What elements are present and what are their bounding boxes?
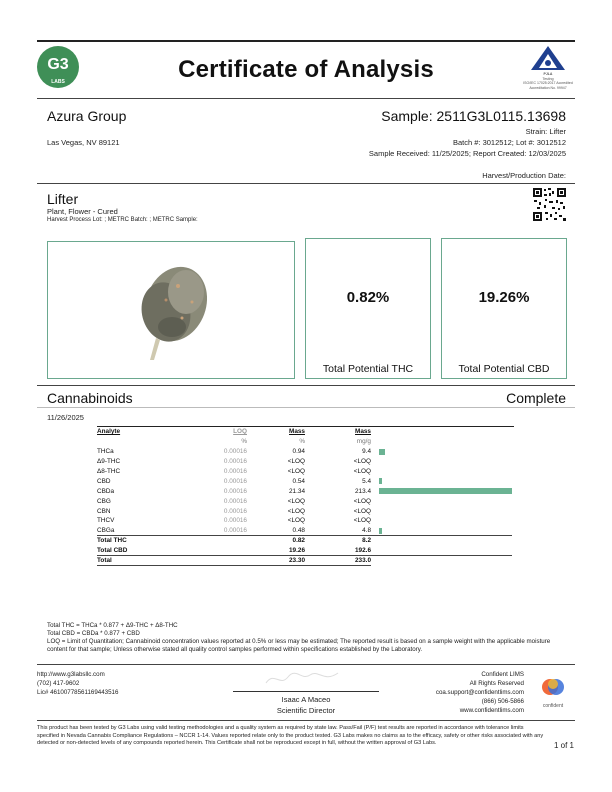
analyte-mass-pct: <LOQ xyxy=(287,507,305,515)
analyte-bar-cell xyxy=(371,516,512,526)
notes-rule xyxy=(37,664,575,665)
total-cbd-value: 19.26% xyxy=(478,289,530,306)
metrc-info: Harvest Process Lot: ; METRC Batch: ; METRC Sample: xyxy=(47,217,198,223)
analyte-mass-mg: 213.4 xyxy=(355,487,371,495)
flower-bud-image xyxy=(48,242,294,378)
analyte-mass-pct: <LOQ xyxy=(287,468,305,475)
total-bar-empty xyxy=(371,556,512,566)
analyte-mass-pct: 0.48 xyxy=(292,527,305,535)
analyte-bar xyxy=(379,478,382,484)
lims-url[interactable]: www.confidentlims.com xyxy=(459,707,524,714)
thc-formula: Total THC = THCa * 0.877 + Δ9-THC + Δ8-THC xyxy=(47,622,178,629)
table-row xyxy=(97,467,512,477)
harvest-date: Harvest/Production Date: xyxy=(482,171,566,180)
page-number: 1 of 1 xyxy=(553,741,574,750)
pjla-line: ISO/IEC 17025:2017 Accredited xyxy=(523,81,573,85)
total-mass-mg: 8.2 xyxy=(305,536,371,546)
analyte-bar-cell xyxy=(371,467,512,477)
total-mass-mg: 192.6 xyxy=(355,546,371,554)
analyte-mass-mg: <LOQ xyxy=(353,507,371,515)
lab-url[interactable]: http://www.g3labsllc.com xyxy=(37,671,105,678)
sample-dates: Sample Received: 11/25/2025; Report Created: 12/03/2025 xyxy=(368,149,566,158)
signer-title: Scientific Director xyxy=(276,706,336,715)
pjla-accreditation-logo xyxy=(523,44,573,90)
analyte-name: CBN xyxy=(97,507,111,515)
table-row xyxy=(97,457,512,467)
table-row xyxy=(97,447,512,457)
unit-cell: mg/g xyxy=(356,438,371,446)
qr-code[interactable] xyxy=(532,187,567,222)
analyte-loq: 0.00016 xyxy=(223,507,247,515)
analyte-mass-pct: 0.54 xyxy=(292,477,305,485)
cannabinoids-status: Complete xyxy=(506,390,566,406)
lims-phone: (866) 506-5866 xyxy=(481,698,524,705)
analyte-name: CBD xyxy=(97,477,111,485)
total-mass-mg: 233.0 xyxy=(305,556,371,566)
cannabinoids-bottom-rule xyxy=(37,407,575,408)
analyte-mass-pct: <LOQ xyxy=(287,497,305,505)
table-header-row xyxy=(97,427,512,437)
lims-name: Confident LIMS xyxy=(481,671,524,678)
total-mass-pct: 19.26 xyxy=(289,546,305,554)
total-bar-empty xyxy=(371,536,512,546)
total-row xyxy=(97,556,512,566)
lims-email[interactable]: coa.support@confidentlims.com xyxy=(435,689,524,696)
total-thc-value: 0.82% xyxy=(346,289,390,306)
footer-rule xyxy=(37,720,575,721)
header-mass-mg: Mass xyxy=(355,428,371,436)
total-name: Total xyxy=(97,556,197,566)
analyte-mass-mg: 9.4 xyxy=(362,448,371,456)
analyte-bar xyxy=(379,449,385,455)
analyte-loq: 0.00016 xyxy=(223,458,247,466)
cbd-formula: Total CBD = CBDa * 0.877 + CBD xyxy=(47,630,140,637)
analyte-bar-cell xyxy=(371,526,512,536)
table-row xyxy=(97,516,512,526)
analyte-loq: 0.00016 xyxy=(223,468,247,475)
confident-logo xyxy=(538,676,568,709)
header-bar xyxy=(371,427,512,437)
pjla-line: PJLA xyxy=(543,72,553,76)
total-name: Total THC xyxy=(97,536,197,546)
table-row xyxy=(97,506,512,516)
total-loq-empty xyxy=(197,536,247,546)
unit-cell: % xyxy=(299,438,305,446)
analyte-mass-pct: 21.34 xyxy=(289,487,305,495)
analyte-bar xyxy=(379,528,382,534)
sample-strain: Strain: Lifter xyxy=(525,127,566,136)
total-thc-label: Total Potential THC xyxy=(322,363,414,375)
analyte-mass-mg: <LOQ xyxy=(353,517,371,525)
qr-code-icon xyxy=(532,187,567,222)
signer-name: Isaac A Maceo xyxy=(281,695,331,704)
analyte-name: THCa xyxy=(97,448,114,456)
table-row xyxy=(97,496,512,506)
analyte-mass-pct: <LOQ xyxy=(287,458,305,466)
total-mass-pct: 0.82 xyxy=(247,536,305,546)
analyte-name: Δ8-THC xyxy=(97,468,121,475)
pjla-line: Accreditation No. 99947 xyxy=(529,85,567,90)
section-rule xyxy=(37,183,575,184)
analyte-mass-mg: <LOQ xyxy=(353,468,371,475)
total-loq-empty xyxy=(197,546,247,556)
product-name: Lifter xyxy=(47,191,79,207)
header-mass-pct: Mass xyxy=(289,428,305,436)
confident-logo-text: confident xyxy=(542,703,564,709)
confident-logo-icon xyxy=(538,676,568,698)
signature-image xyxy=(262,667,342,691)
header-top-rule xyxy=(37,40,575,42)
unit-cell-empty xyxy=(371,437,512,447)
analyte-loq: 0.00016 xyxy=(223,527,247,535)
total-loq-empty xyxy=(197,556,247,566)
analyte-loq: 0.00016 xyxy=(223,477,247,485)
total-cbd-box xyxy=(441,238,567,379)
pjla-text xyxy=(523,72,573,90)
total-row xyxy=(97,546,512,556)
unit-cell: % xyxy=(241,438,247,446)
table-row xyxy=(97,486,512,496)
analyte-loq: 0.00016 xyxy=(223,448,247,456)
total-name: Total CBD xyxy=(97,546,128,554)
units-row xyxy=(97,437,512,447)
logo-text: G3 xyxy=(47,56,69,73)
signature-line xyxy=(233,691,379,692)
header-analyte: Analyte xyxy=(97,428,121,436)
product-type: Plant, Flower - Cured xyxy=(47,207,118,216)
analyte-name: CBG xyxy=(97,497,111,505)
disclaimer: This product has been tested by G3 Labs using valid testing methodologies and a quality system as required by state law. Pass/Fail (P/F) test results are reported in accordance with tolerance limits specified in Nevada Cannabis Compliance Regulations – NCCR 1-14. Values reported relate only to the product tested. G3 Labs makes no claims as to the efficacy, safety or other risks associated with any detected or non-detected levels of any compounds reported herein. This Certificate shall not be reproduced except in full, without the written approval of G3 Labs. xyxy=(37,725,544,747)
analyte-bar-cell xyxy=(371,496,512,506)
total-thc-box xyxy=(305,238,431,379)
table-top-rule xyxy=(97,426,514,427)
logo-subtext: LABS xyxy=(51,79,65,85)
lab-phone: (702) 417-9602 xyxy=(37,680,80,687)
total-row xyxy=(97,536,512,546)
analyte-loq: 0.00016 xyxy=(223,517,247,525)
sample-id: Sample: 2511G3L0115.13698 xyxy=(381,108,566,124)
analyte-mass-pct: <LOQ xyxy=(287,517,305,525)
analyte-name: CBGa xyxy=(97,527,115,535)
analyte-mass-mg: <LOQ xyxy=(353,458,371,466)
loq-note: LOQ = Limit of Quantitation; Cannabinoid concentration values reported at 0.5% or less may be estimated; The reported result is based on a sample weight with the applicable moisture content for that sample; Unless otherwise stated all quality control samples performed within specifications established by the Laboratory. xyxy=(47,638,551,653)
cannabinoids-title: Cannabinoids xyxy=(47,390,133,406)
cannabinoids-table xyxy=(97,427,512,566)
analyte-loq: 0.00016 xyxy=(223,487,247,495)
analyte-mass-pct: 0.94 xyxy=(292,448,305,456)
analyte-bar-cell xyxy=(371,506,512,516)
total-mass-pct: 23.30 xyxy=(247,556,305,566)
analyte-mass-mg: <LOQ xyxy=(353,497,371,505)
table-row xyxy=(97,476,512,486)
sample-batch: Batch #: 3012512; Lot #: 3012512 xyxy=(452,138,566,147)
product-image-box xyxy=(47,241,295,379)
analyte-mass-mg: 5.4 xyxy=(362,477,371,485)
analyte-bar xyxy=(379,488,512,494)
analysis-date: 11/26/2025 xyxy=(47,413,84,422)
analyte-name: Δ9-THC xyxy=(97,458,121,466)
lab-license: Lic# 46100778561169443516 xyxy=(37,689,119,696)
analyte-mass-mg: 4.8 xyxy=(362,527,371,535)
table-row xyxy=(97,526,512,536)
pjla-triangle-icon xyxy=(523,44,573,72)
analyte-bar-cell xyxy=(371,486,512,496)
cannabinoids-top-rule xyxy=(37,385,575,386)
client-city: Las Vegas, NV 89121 xyxy=(47,138,120,147)
analyte-loq: 0.00016 xyxy=(223,497,247,505)
total-bar-empty xyxy=(371,546,512,556)
analyte-name: THCV xyxy=(97,517,115,525)
analyte-bar-cell xyxy=(371,476,512,486)
client-name: Azura Group xyxy=(47,108,127,124)
pjla-line: Testing xyxy=(542,76,554,81)
header-loq: LOQ xyxy=(233,428,247,436)
header-bottom-rule xyxy=(37,98,575,99)
page-title: Certificate of Analysis xyxy=(178,56,434,83)
analyte-bar-cell xyxy=(371,447,512,457)
total-cbd-label: Total Potential CBD xyxy=(458,363,550,375)
analyte-bar-cell xyxy=(371,457,512,467)
unit-cell xyxy=(97,437,197,447)
analyte-name: CBDa xyxy=(97,487,115,495)
lims-rights: All Rights Reserved xyxy=(469,680,524,687)
